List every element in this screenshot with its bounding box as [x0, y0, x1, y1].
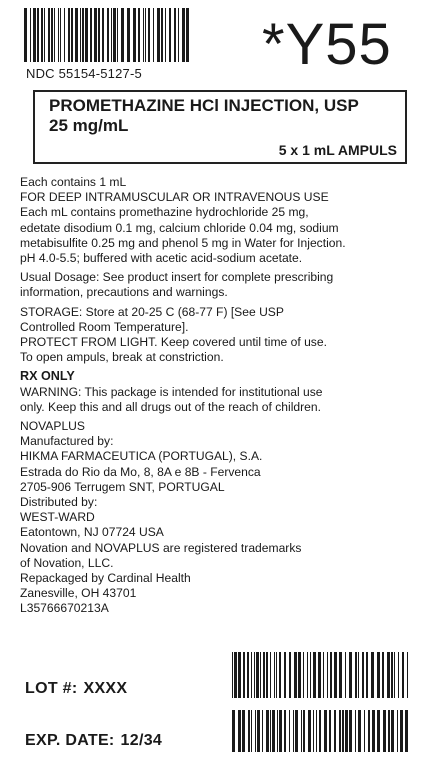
barcode-bar [102, 8, 104, 62]
lot-barcode-bars [232, 652, 410, 698]
barcode-bar [148, 8, 150, 62]
barcode-bar [391, 710, 394, 752]
barcode-bar [98, 8, 100, 62]
barcode-bar [355, 710, 356, 752]
barcode-bar [255, 710, 256, 752]
barcode-bar [382, 652, 384, 698]
barcode-bar [319, 710, 321, 752]
barcode-bar [270, 710, 271, 752]
barcode-bar [329, 710, 331, 752]
barcode-bar [339, 710, 341, 752]
barcode-bar [279, 710, 282, 752]
barcode-bar [383, 710, 386, 752]
barcode-bar [284, 652, 286, 698]
barcode-bar [342, 710, 344, 752]
barcode-bar [307, 652, 308, 698]
barcode-bar [260, 652, 261, 698]
rx-only: RX ONLY [20, 369, 75, 384]
barcode-bar [276, 652, 277, 698]
warning-line: only. Keep this and all drugs out of the reach of children. [20, 399, 321, 414]
barcode-bar [362, 652, 364, 698]
barcode-bar [44, 8, 45, 62]
barcode-bar [330, 652, 332, 698]
barcode-bar [133, 8, 136, 62]
barcode-bar [113, 8, 116, 62]
top-barcode [24, 8, 192, 62]
composition-line: edetate disodium 0.1 mg, calcium chloride 0.04 mg, sodium [20, 220, 339, 235]
expiration-date [25, 732, 162, 750]
barcode-bar [243, 652, 245, 698]
barcode-bar [68, 8, 70, 62]
barcode-bar [232, 710, 235, 752]
barcode-bar [277, 710, 278, 752]
barcode-bar [165, 8, 166, 62]
barcode-bar [289, 710, 290, 752]
barcode-bar [334, 652, 337, 698]
lot-value: XXXX [83, 680, 128, 697]
route-of-administration: FOR DEEP INTRAMUSCULAR OR INTRAVENOUS USE [20, 190, 329, 205]
barcode-bar [60, 8, 61, 62]
barcode-bar [289, 652, 291, 698]
brand-name: NOVAPLUS [20, 419, 85, 434]
barcode-bar [174, 8, 176, 62]
barcode-bar [24, 8, 27, 62]
barcode-bar [64, 8, 65, 62]
distributor-line: Distributed by: [20, 495, 98, 510]
barcode-bar [90, 8, 92, 62]
ndc-number: NDC 55154-5127-5 [26, 66, 142, 81]
barcode-bar [157, 8, 160, 62]
barcode-bar [80, 8, 81, 62]
barcode-bar [358, 710, 361, 752]
barcode-bar [295, 710, 298, 752]
barcode-bar [349, 710, 352, 752]
barcode-bar [303, 710, 305, 752]
barcode-bar [371, 652, 374, 698]
barcode-bar [254, 652, 255, 698]
barcode-bar [251, 710, 252, 752]
lot-barcode [232, 652, 410, 698]
barcode-bar [251, 652, 252, 698]
barcode-bar [345, 710, 348, 752]
repackager-line: L35766670213A [20, 601, 109, 616]
distributor-line: WEST-WARD [20, 510, 95, 525]
barcode-bar [270, 652, 271, 698]
manufacturer-line: Estrada do Rio da Mo, 8, 8A e 8B - Fervenca [20, 464, 261, 479]
barcode-bar [313, 710, 314, 752]
trademark-line: of Novation, LLC. [20, 555, 114, 570]
manufacturer-line: Manufactured by: [20, 434, 114, 449]
barcode-bar [161, 8, 163, 62]
barcode-bar [298, 652, 301, 698]
barcode-bar [41, 8, 43, 62]
barcode-bar [366, 652, 368, 698]
barcode-bar [30, 8, 31, 62]
barcode-bar [143, 8, 144, 62]
barcode-bar [272, 710, 275, 752]
product-strength: 25 mg/mL [49, 116, 129, 135]
barcode-bar [279, 652, 281, 698]
barcode-bar [51, 8, 53, 62]
label-body [20, 175, 430, 617]
barcode-bar [178, 8, 179, 62]
storage-line: STORAGE: Store at 20-25 C (68-77 F) [See USP [20, 304, 284, 319]
barcode-bar [186, 8, 189, 62]
barcode-bar [377, 652, 380, 698]
barcode-bar [407, 652, 408, 698]
barcode-bar [262, 710, 263, 752]
barcode-bar [182, 8, 185, 62]
barcode-bar [37, 8, 39, 62]
barcode-bar [153, 8, 154, 62]
barcode-bar [94, 8, 97, 62]
barcode-bar [248, 710, 250, 752]
composition-line: pH 4.0-5.5; buffered with acetic acid-sodium acetate. [20, 251, 303, 266]
barcode-bar [391, 652, 393, 698]
barcode-bar [266, 710, 269, 752]
lot-label: LOT #: [25, 680, 78, 697]
barcode-bar [145, 8, 146, 62]
barcode-bar [33, 8, 36, 62]
barcode-bar [138, 8, 140, 62]
barcode-bar [274, 652, 275, 698]
barcode-bar [256, 652, 259, 698]
barcode-bar [294, 652, 297, 698]
barcode-bar [111, 8, 112, 62]
barcode-bar [324, 710, 327, 752]
manufacturer-line: 2705-906 Terrugem SNT, PORTUGAL [20, 479, 225, 494]
barcode-bar [238, 652, 241, 698]
barcode-bar [301, 710, 302, 752]
barcode-bar [232, 652, 233, 698]
barcode-bar [334, 710, 336, 752]
barcode-bar [238, 710, 241, 752]
barcode-bar [345, 652, 346, 698]
dosage-line: Usual Dosage: See product insert for complete prescribing [20, 270, 334, 285]
barcode-bar [368, 710, 370, 752]
barcode-bar [394, 652, 395, 698]
manufacturer-line: HIKMA FARMACEUTICA (PORTUGAL), S.A. [20, 449, 263, 464]
barcode-bar [402, 652, 404, 698]
distributor-line: Eatontown, NJ 07724 USA [20, 525, 164, 540]
each-contains: Each contains 1 mL [20, 175, 127, 189]
barcode-bar [266, 652, 268, 698]
barcode-bar [387, 652, 390, 698]
barcode-bar [107, 8, 109, 62]
barcode-bar [257, 710, 260, 752]
repackager-line: Zanesville, OH 43701 [20, 586, 137, 601]
barcode-bar [405, 710, 408, 752]
barcode-bar [247, 652, 249, 698]
barcode-bar [397, 710, 398, 752]
barcode-bar [127, 8, 130, 62]
barcode-bar [323, 652, 324, 698]
barcode-bar [284, 710, 286, 752]
barcode-bar [318, 652, 321, 698]
top-barcode-bars [24, 8, 192, 62]
barcode-bar [355, 652, 357, 698]
storage-line: To open ampuls, break at constriction. [20, 350, 224, 365]
composition-line: metabisulfite 0.25 mg and phenol 5 mg in Water for Injection. [20, 235, 346, 250]
barcode-bar [169, 8, 171, 62]
barcode-bar [85, 8, 88, 62]
barcode-bar [263, 652, 265, 698]
exp-barcode-bars [232, 710, 410, 752]
barcode-bar [242, 710, 245, 752]
repackager-line: Repackaged by Cardinal Health [20, 571, 191, 586]
barcode-bar [316, 710, 317, 752]
barcode-bar [400, 710, 403, 752]
barcode-bar [117, 8, 118, 62]
exp-label: EXP. DATE: [25, 732, 115, 749]
barcode-bar [313, 652, 316, 698]
exp-barcode [232, 710, 410, 752]
lot-number [25, 680, 127, 698]
barcode-bar [339, 652, 342, 698]
item-code: *Y55 [262, 12, 392, 77]
product-title-box [33, 90, 407, 164]
trademark-line: Novation and NOVAPLUS are registered trademarks [20, 540, 302, 555]
barcode-bar [293, 710, 294, 752]
barcode-bar [82, 8, 84, 62]
composition-line: Each mL contains promethazine hydrochloride 25 mg, [20, 205, 309, 220]
barcode-bar [364, 710, 365, 752]
barcode-bar [121, 8, 124, 62]
barcode-bar [377, 710, 380, 752]
barcode-bar [58, 8, 59, 62]
barcode-bar [398, 652, 399, 698]
barcode-bar [327, 652, 328, 698]
barcode-bar [358, 652, 359, 698]
barcode-bar [388, 710, 390, 752]
barcode-bar [75, 8, 78, 62]
dosage-line: information, precautions and warnings. [20, 285, 228, 300]
barcode-bar [48, 8, 50, 62]
barcode-bar [349, 652, 352, 698]
package-size: 5 x 1 mL AMPULS [278, 142, 397, 158]
storage-line: PROTECT FROM LIGHT. Keep covered until time of use. [20, 335, 327, 350]
product-name: PROMETHAZINE HCl INJECTION, USP [49, 96, 359, 115]
barcode-bar [308, 710, 311, 752]
barcode-bar [310, 652, 311, 698]
exp-value: 12/34 [120, 732, 163, 749]
warning-line: WARNING: This package is intended for institutional use [20, 384, 323, 399]
barcode-bar [234, 652, 237, 698]
barcode-bar [71, 8, 73, 62]
barcode-bar [303, 652, 304, 698]
storage-line: Controlled Room Temperature]. [20, 319, 189, 334]
barcode-bar [54, 8, 55, 62]
barcode-bar [372, 710, 375, 752]
